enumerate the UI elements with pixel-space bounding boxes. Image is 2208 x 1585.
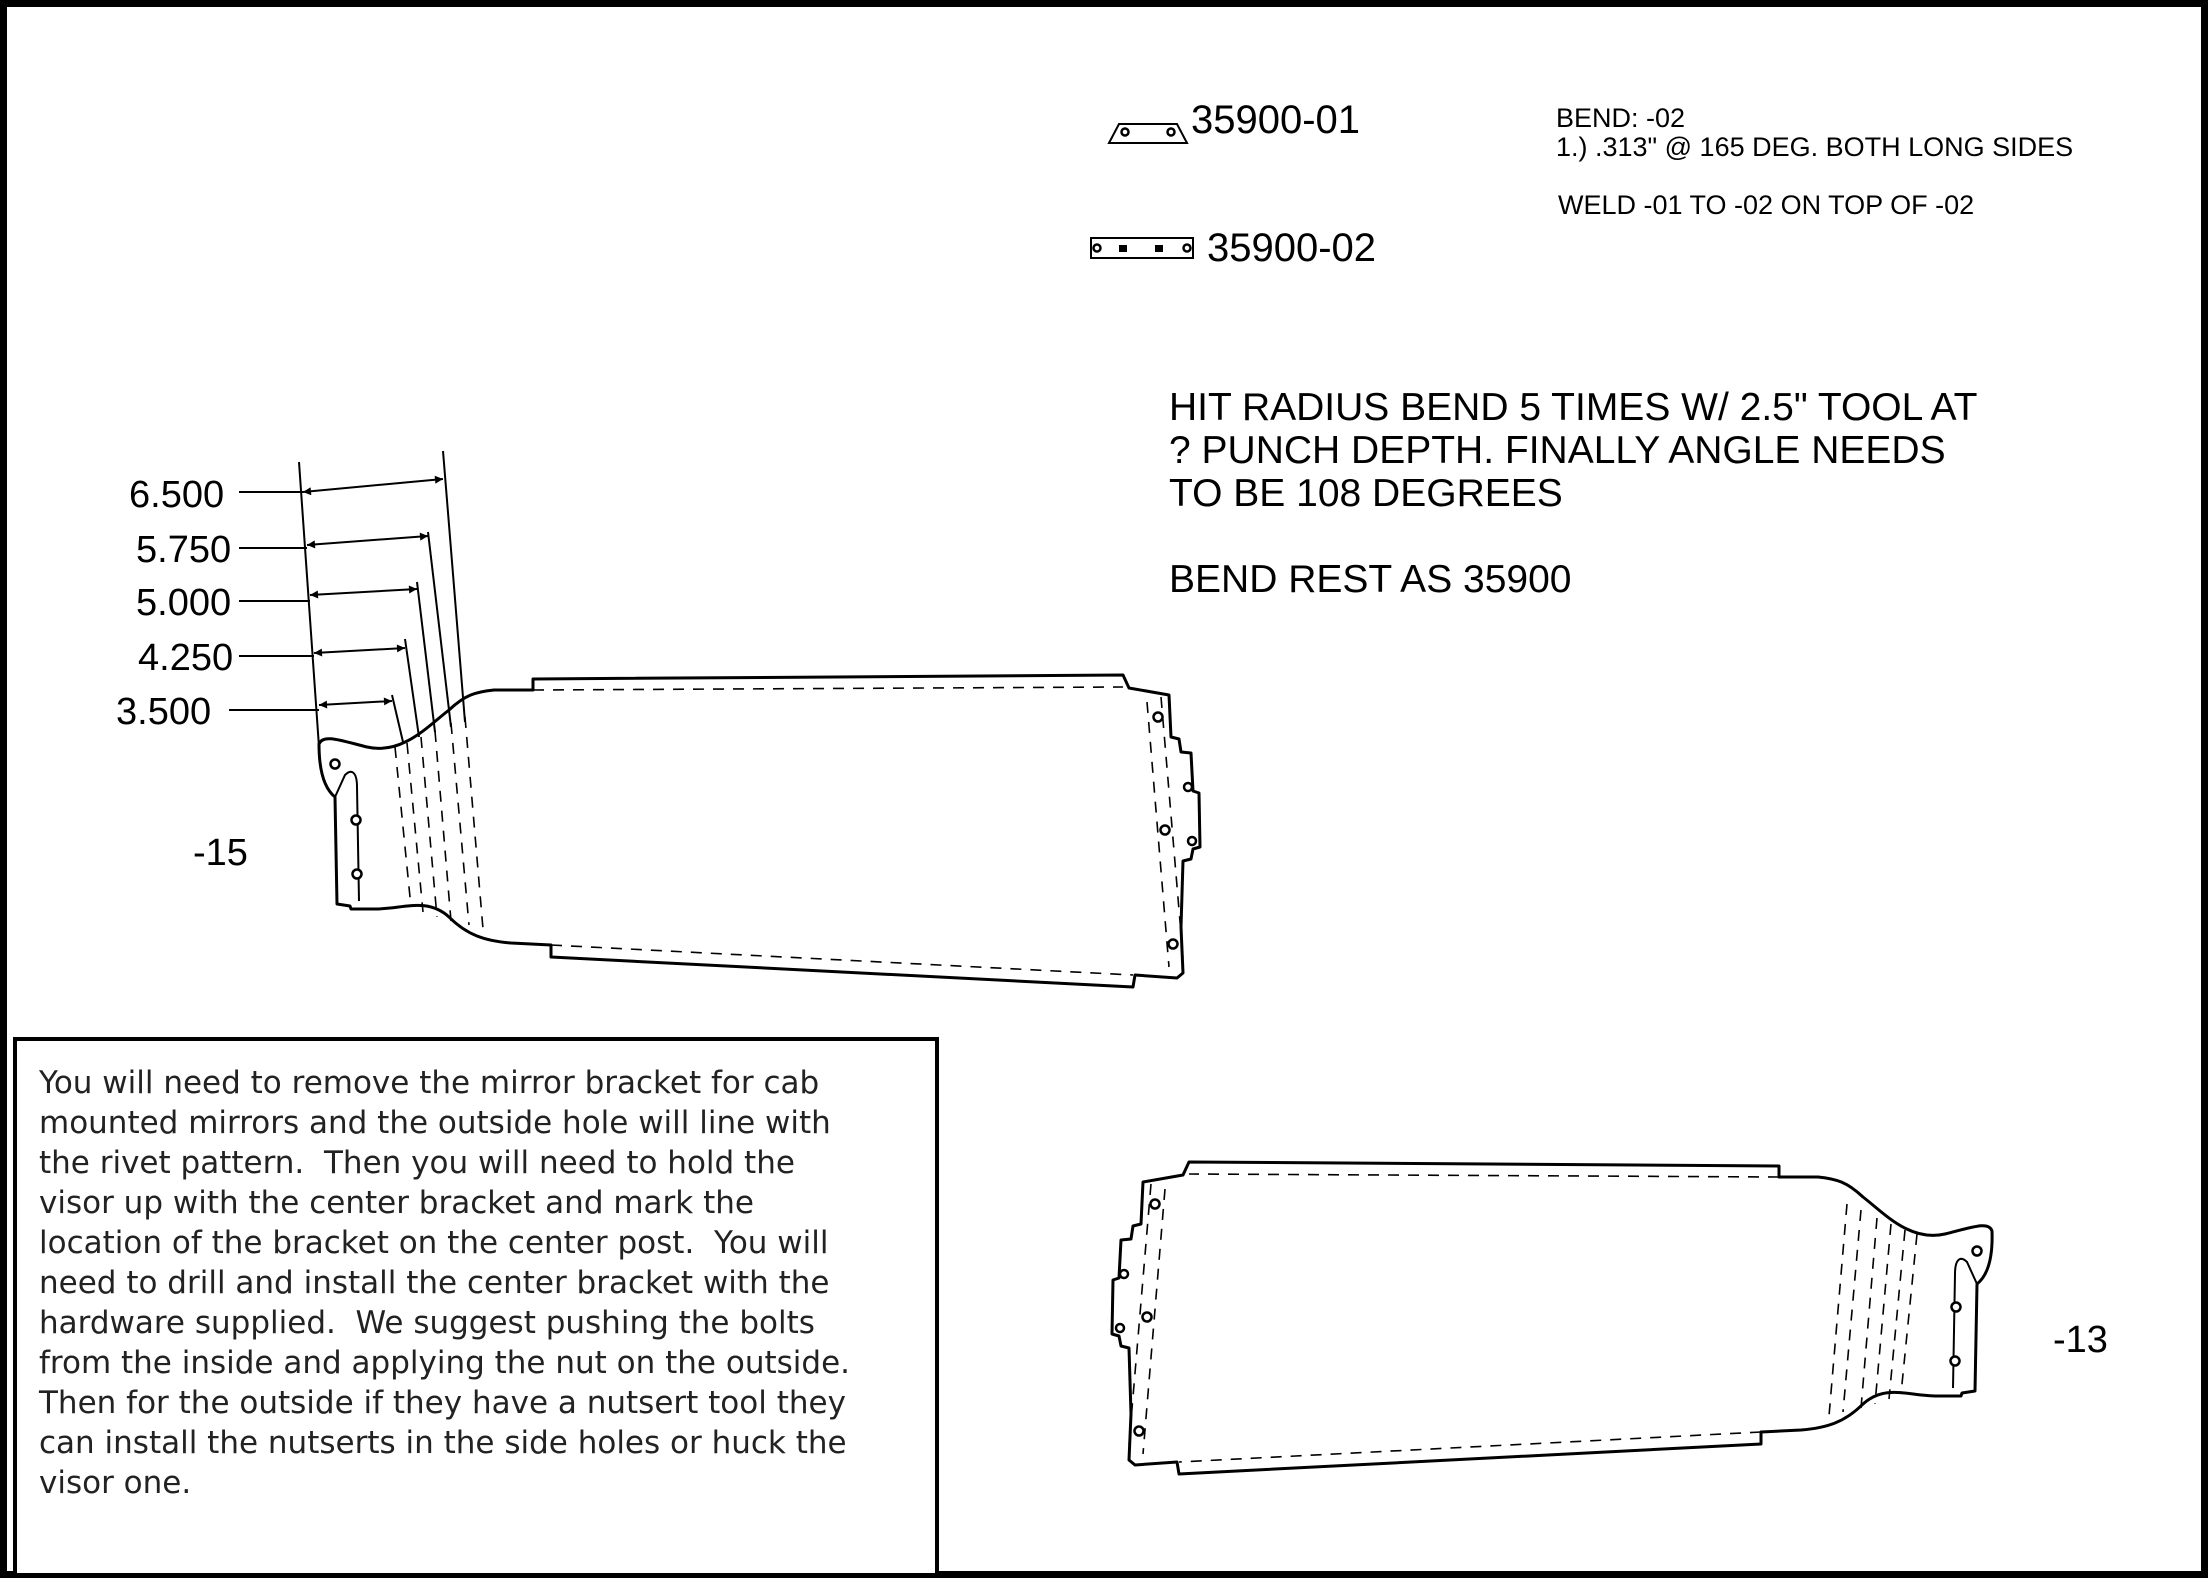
bend-note-1: BEND: -02 [1556,103,1686,133]
part-01-icon [1109,124,1187,143]
dimension-lines [229,451,465,747]
dimension-label-2: 5.750 [136,529,232,571]
part-02-icon [1091,238,1193,258]
bend-note-2: 1.) .313" @ 165 DEG. BOTH LONG SIDES [1556,132,2074,162]
dimension-label-3: 5.000 [136,582,232,624]
weld-note: WELD -01 TO -02 ON TOP OF -02 [1558,190,1975,220]
visor-part-right [1112,1162,1992,1474]
dimension-label-4: 4.250 [138,637,234,679]
radius-note-3: TO BE 108 DEGREES [1169,472,1563,515]
radius-note-2: ? PUNCH DEPTH. FINALLY ANGLE NEEDS [1169,429,1946,472]
radius-note-1: HIT RADIUS BEND 5 TIMES W/ 2.5" TOOL AT [1169,386,1978,429]
installation-instructions-box [13,1037,939,1577]
left-part-label: -15 [193,832,248,874]
installation-instructions-text: You will need to remove the mirror bracket for cab mounted mirrors and the outside hole will line with the rivet pattern. Then you will need to hold the visor up with the center bracket and mark the location of the bracket on the center post. You will need to drill and install the center bracket with the hardware supplied. We suggest pushing the bolts from the inside and applying the nut on the outside. Then for the outside if they have a nutsert tool they can install the nutserts in the side holes or huck the visor one. [39,1065,850,1501]
bend-rest-note: BEND REST AS 35900 [1169,558,1572,601]
dimension-label-1: 6.500 [129,474,225,516]
part-number-02: 35900-02 [1207,226,1377,270]
part-number-01: 35900-01 [1191,98,1361,142]
right-part-label: -13 [2053,1319,2108,1361]
dimension-label-5: 3.500 [116,691,212,733]
